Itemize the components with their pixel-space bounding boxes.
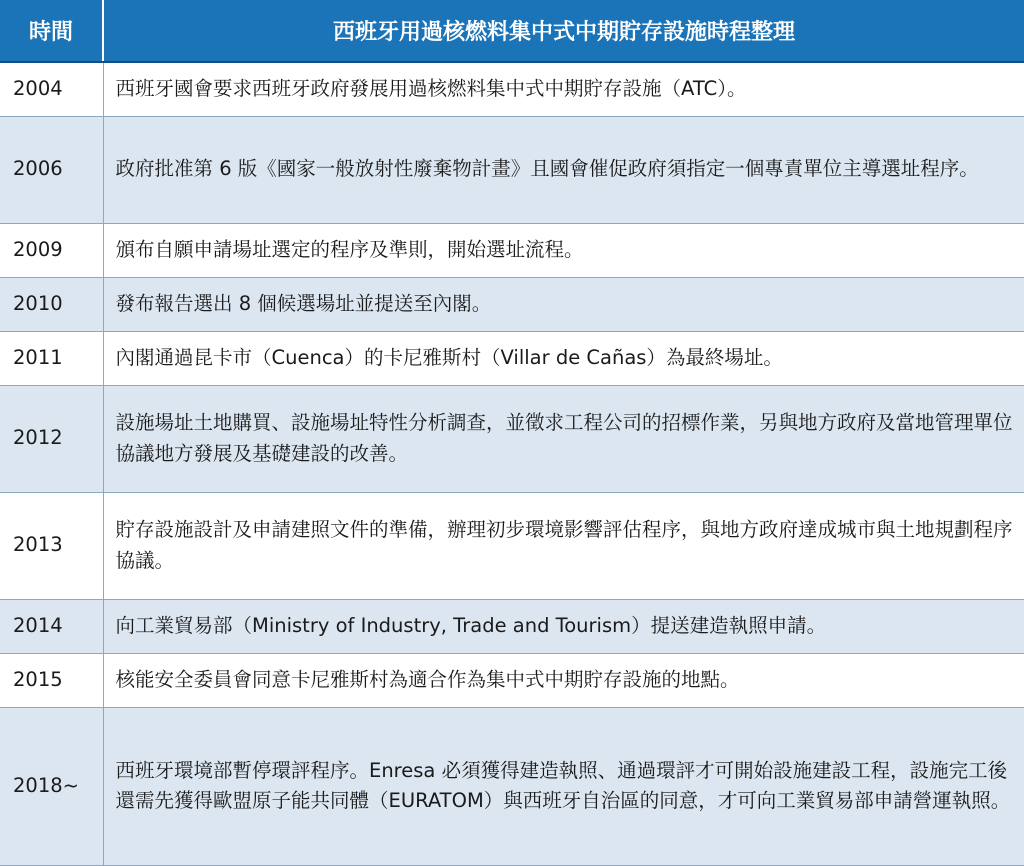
table-row	[0, 653, 1024, 707]
year-cell: 2010	[0, 277, 103, 331]
event-cell: 內閣通過昆卡市（Cuenca）的卡尼雅斯村（Villar de Cañas）為最終場址。	[103, 331, 1024, 385]
year-cell: 2018~	[0, 707, 103, 865]
year-cell: 2009	[0, 223, 103, 277]
event-cell: 頒布自願申請場址選定的程序及準則，開始選址流程。	[103, 223, 1024, 277]
table-row	[0, 599, 1024, 653]
event-cell: 設施場址土地購買、設施場址特性分析調查，並徵求工程公司的招標作業，另與地方政府及當地管理單位協議地方發展及基礎建設的改善。	[103, 385, 1024, 492]
year-cell: 2015	[0, 653, 103, 707]
year-cell: 2011	[0, 331, 103, 385]
table-row	[0, 331, 1024, 385]
table-row	[0, 385, 1024, 492]
event-cell: 貯存設施設計及申請建照文件的準備，辦理初步環境影響評估程序，與地方政府達成城市與土地規劃程序協議。	[103, 492, 1024, 599]
year-cell: 2004	[0, 62, 103, 116]
table-row	[0, 707, 1024, 865]
event-cell: 核能安全委員會同意卡尼雅斯村為適合作為集中式中期貯存設施的地點。	[103, 653, 1024, 707]
year-cell: 2013	[0, 492, 103, 599]
table-row	[0, 223, 1024, 277]
event-cell: 向工業貿易部（Ministry of Industry, Trade and Tourism）提送建造執照申請。	[103, 599, 1024, 653]
table-row	[0, 492, 1024, 599]
header-event: 西班牙用過核燃料集中式中期貯存設施時程整理	[103, 0, 1024, 62]
header-row	[0, 0, 1024, 62]
table-row	[0, 62, 1024, 116]
year-cell: 2006	[0, 116, 103, 223]
event-cell: 政府批准第 6 版《國家一般放射性廢棄物計畫》且國會催促政府須指定一個專責單位主導選址程序。	[103, 116, 1024, 223]
table-body	[0, 62, 1024, 865]
event-cell: 發布報告選出 8 個候選場址並提送至內閣。	[103, 277, 1024, 331]
event-cell: 西班牙環境部暫停環評程序。Enresa 必須獲得建造執照、通過環評才可開始設施建設工程，設施完工後還需先獲得歐盟原子能共同體（EURATOM）與西班牙自治區的同意，才可向工業貿易部申請營運執照。	[103, 707, 1024, 865]
year-cell: 2014	[0, 599, 103, 653]
event-cell: 西班牙國會要求西班牙政府發展用過核燃料集中式中期貯存設施（ATC）。	[103, 62, 1024, 116]
year-cell: 2012	[0, 385, 103, 492]
header-year: 時間	[0, 0, 103, 62]
table-row	[0, 116, 1024, 223]
table-row	[0, 277, 1024, 331]
table-header	[0, 0, 1024, 62]
